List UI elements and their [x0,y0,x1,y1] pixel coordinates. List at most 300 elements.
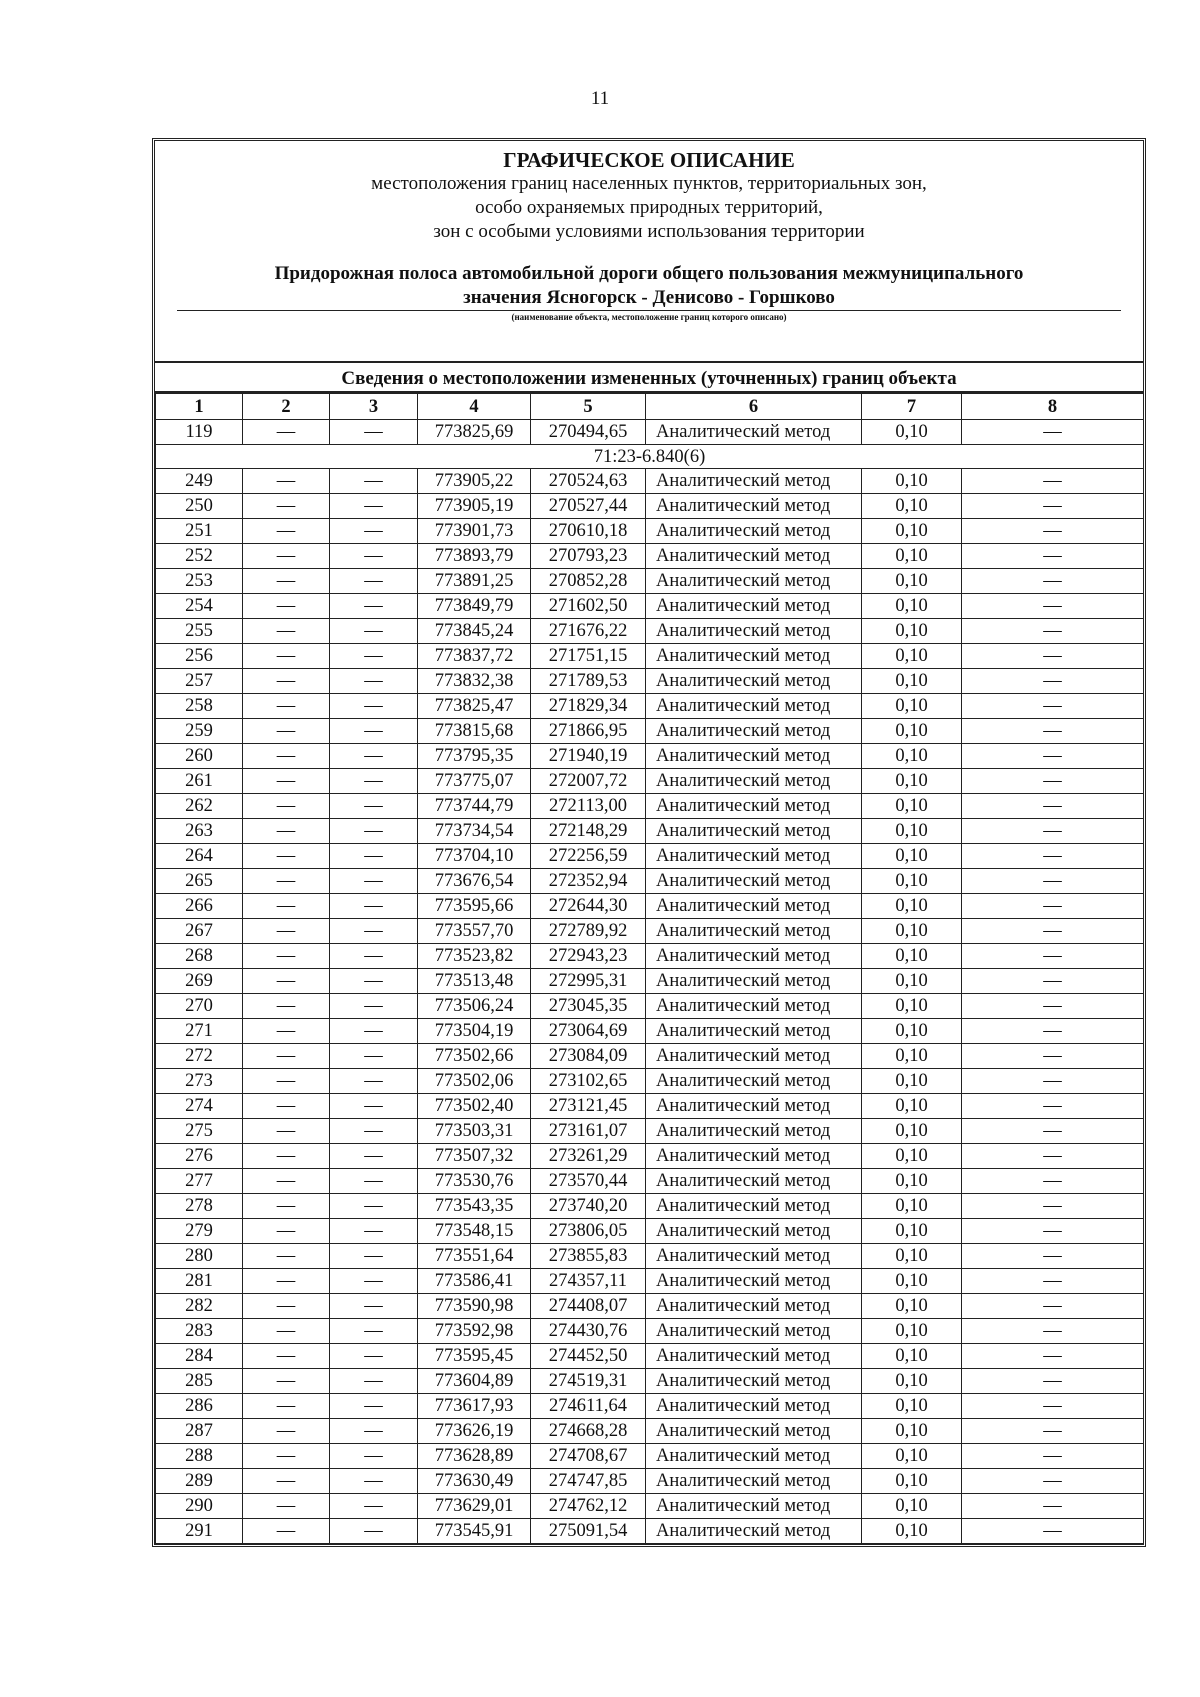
column-header: 8 [962,394,1144,420]
table-row [156,969,1144,994]
accuracy-cell: 0,10 [862,1369,962,1394]
parcel-row [156,445,1144,469]
table-header-row [156,394,1144,420]
table-cell: — [962,1394,1144,1419]
accuracy-cell: 0,10 [862,569,962,594]
coordinate-x: 773891,25 [418,569,531,594]
point-number: 290 [156,1494,243,1519]
accuracy-cell: 0,10 [862,894,962,919]
coordinate-x: 773530,76 [418,1169,531,1194]
table-row [156,944,1144,969]
table-cell: — [962,569,1144,594]
point-number: 257 [156,669,243,694]
column-header: 5 [531,394,646,420]
table-cell: — [243,1219,330,1244]
method-cell: Аналитический метод [646,869,862,894]
table-cell: — [243,494,330,519]
coordinate-y: 270793,23 [531,544,646,569]
coordinate-y: 270527,44 [531,494,646,519]
table-cell: — [962,1444,1144,1469]
table-row [156,569,1144,594]
accuracy-cell: 0,10 [862,469,962,494]
method-cell: Аналитический метод [646,1519,862,1544]
table-cell: — [962,894,1144,919]
method-cell: Аналитический метод [646,1044,862,1069]
coordinate-y: 273806,05 [531,1219,646,1244]
coordinate-x: 773905,19 [418,494,531,519]
method-cell: Аналитический метод [646,1244,862,1269]
method-cell: Аналитический метод [646,469,862,494]
coordinate-y: 273161,07 [531,1119,646,1144]
accuracy-cell: 0,10 [862,1119,962,1144]
point-number: 272 [156,1044,243,1069]
point-number: 281 [156,1269,243,1294]
coordinate-x: 773586,41 [418,1269,531,1294]
table-cell: — [243,594,330,619]
coordinate-y: 272644,30 [531,894,646,919]
table-cell: — [243,1244,330,1269]
coordinate-y: 274519,31 [531,1369,646,1394]
table-cell: — [330,1344,418,1369]
table-cell: — [962,694,1144,719]
point-number: 271 [156,1019,243,1044]
table-row [156,719,1144,744]
coordinate-x: 773795,35 [418,744,531,769]
table-cell: — [962,1494,1144,1519]
coordinate-x: 773845,24 [418,619,531,644]
coordinate-x: 773849,79 [418,594,531,619]
table-row [156,644,1144,669]
accuracy-cell: 0,10 [862,544,962,569]
table-cell: — [962,1119,1144,1144]
accuracy-cell: 0,10 [862,1494,962,1519]
object-name-line2: значения Ясногорск - Денисово - Горшково [463,287,835,308]
table-cell: — [243,1144,330,1169]
table-row [156,594,1144,619]
point-number: 261 [156,769,243,794]
coordinate-y: 271676,22 [531,619,646,644]
table-cell: — [330,469,418,494]
point-number: 289 [156,1469,243,1494]
method-cell: Аналитический метод [646,594,862,619]
table-cell: — [243,1119,330,1144]
table-cell: — [330,819,418,844]
coordinate-y: 271829,34 [531,694,646,719]
table-row [156,1294,1144,1319]
accuracy-cell: 0,10 [862,1344,962,1369]
method-cell: Аналитический метод [646,619,862,644]
table-row [156,420,1144,445]
coordinate-y: 274452,50 [531,1344,646,1369]
coordinate-x: 773825,47 [418,694,531,719]
table-cell: — [243,1369,330,1394]
accuracy-cell: 0,10 [862,1019,962,1044]
table-cell: — [330,420,418,445]
accuracy-cell: 0,10 [862,669,962,694]
table-cell: — [962,944,1144,969]
table-row [156,1344,1144,1369]
table-cell: — [962,869,1144,894]
coordinate-y: 273045,35 [531,994,646,1019]
table-cell: — [962,1244,1144,1269]
table-cell: — [330,1069,418,1094]
table-cell: — [243,1044,330,1069]
table-cell: — [330,594,418,619]
table-cell: — [243,994,330,1019]
point-number: 255 [156,619,243,644]
table-cell: — [243,969,330,994]
document-header [155,141,1143,363]
method-cell: Аналитический метод [646,1319,862,1344]
coordinate-x: 773592,98 [418,1319,531,1344]
table-cell: — [330,769,418,794]
table-cell: — [243,1419,330,1444]
coordinates-table [155,393,1144,1544]
coordinate-y: 273084,09 [531,1044,646,1069]
accuracy-cell: 0,10 [862,769,962,794]
table-row [156,694,1144,719]
accuracy-cell: 0,10 [862,1319,962,1344]
accuracy-cell: 0,10 [862,844,962,869]
coordinate-y: 274708,67 [531,1444,646,1469]
accuracy-cell: 0,10 [862,644,962,669]
table-cell: — [330,1044,418,1069]
coordinate-x: 773503,31 [418,1119,531,1144]
method-cell: Аналитический метод [646,694,862,719]
coordinate-x: 773545,91 [418,1519,531,1544]
table-cell: — [243,469,330,494]
method-cell: Аналитический метод [646,519,862,544]
table-cell: — [243,844,330,869]
table-cell: — [962,1469,1144,1494]
coordinate-x: 773617,93 [418,1394,531,1419]
accuracy-cell: 0,10 [862,919,962,944]
point-number: 278 [156,1194,243,1219]
document-title: ГРАФИЧЕСКОЕ ОПИСАНИЕ [503,148,795,172]
table-row [156,1519,1144,1544]
table-row [156,494,1144,519]
table-cell: — [330,969,418,994]
point-number: 273 [156,1069,243,1094]
subtitle-line: особо охраняемых природных территорий, [475,197,823,218]
table-row [156,1444,1144,1469]
method-cell: Аналитический метод [646,744,862,769]
table-row [156,844,1144,869]
coordinate-x: 773815,68 [418,719,531,744]
table-cell: — [962,1519,1144,1544]
table-cell: — [330,1319,418,1344]
accuracy-cell: 0,10 [862,1269,962,1294]
table-cell: — [330,1144,418,1169]
method-cell: Аналитический метод [646,1194,862,1219]
accuracy-cell: 0,10 [862,1519,962,1544]
method-cell: Аналитический метод [646,1219,862,1244]
method-cell: Аналитический метод [646,420,862,445]
coordinate-x: 773734,54 [418,819,531,844]
coordinate-x: 773905,22 [418,469,531,494]
table-cell: — [962,619,1144,644]
point-number: 251 [156,519,243,544]
column-header: 7 [862,394,962,420]
method-cell: Аналитический метод [646,1419,862,1444]
accuracy-cell: 0,10 [862,619,962,644]
point-number: 250 [156,494,243,519]
coordinate-y: 272148,29 [531,819,646,844]
table-row [156,894,1144,919]
method-cell: Аналитический метод [646,1344,862,1369]
table-cell: — [962,1144,1144,1169]
table-row [156,819,1144,844]
coordinate-y: 272113,00 [531,794,646,819]
method-cell: Аналитический метод [646,1494,862,1519]
accuracy-cell: 0,10 [862,1094,962,1119]
method-cell: Аналитический метод [646,994,862,1019]
accuracy-cell: 0,10 [862,1244,962,1269]
method-cell: Аналитический метод [646,1094,862,1119]
table-row [156,1094,1144,1119]
coordinate-x: 773629,01 [418,1494,531,1519]
table-cell: — [962,644,1144,669]
coordinate-x: 773832,38 [418,669,531,694]
table-cell: — [330,544,418,569]
accuracy-cell: 0,10 [862,969,962,994]
column-header: 4 [418,394,531,420]
table-cell: — [243,944,330,969]
method-cell: Аналитический метод [646,919,862,944]
point-number: 267 [156,919,243,944]
table-cell: — [243,719,330,744]
table-cell: — [330,694,418,719]
method-cell: Аналитический метод [646,569,862,594]
method-cell: Аналитический метод [646,544,862,569]
accuracy-cell: 0,10 [862,869,962,894]
method-cell: Аналитический метод [646,669,862,694]
table-cell: — [330,1419,418,1444]
table-row [156,1144,1144,1169]
coordinate-y: 274408,07 [531,1294,646,1319]
coordinate-y: 272352,94 [531,869,646,894]
table-row [156,1219,1144,1244]
table-cell: — [243,894,330,919]
coordinate-x: 773837,72 [418,644,531,669]
coordinate-x: 773502,40 [418,1094,531,1119]
table-row [156,794,1144,819]
table-row [156,994,1144,1019]
point-number: 285 [156,1369,243,1394]
coordinate-y: 273570,44 [531,1169,646,1194]
coordinate-y: 272943,23 [531,944,646,969]
table-cell: — [962,719,1144,744]
coordinate-x: 773557,70 [418,919,531,944]
method-cell: Аналитический метод [646,644,862,669]
table-cell: — [962,1169,1144,1194]
point-number: 262 [156,794,243,819]
coordinate-x: 773551,64 [418,1244,531,1269]
table-cell: — [243,1069,330,1094]
table-row [156,1044,1144,1069]
coordinate-y: 272256,59 [531,844,646,869]
table-cell: — [243,1469,330,1494]
table-cell: — [962,1269,1144,1294]
table-cell: — [330,669,418,694]
coordinate-x: 773626,19 [418,1419,531,1444]
point-number: 282 [156,1294,243,1319]
table-row [156,1469,1144,1494]
coordinate-y: 275091,54 [531,1519,646,1544]
table-row [156,469,1144,494]
table-cell: — [330,744,418,769]
table-cell: — [330,1094,418,1119]
table-row [156,869,1144,894]
table-cell: — [962,420,1144,445]
coordinate-y: 271866,95 [531,719,646,744]
table-cell: — [962,844,1144,869]
coordinate-y: 274762,12 [531,1494,646,1519]
coordinate-y: 270524,63 [531,469,646,494]
method-cell: Аналитический метод [646,1169,862,1194]
table-row [156,519,1144,544]
table-cell: — [243,420,330,445]
table-cell: — [330,1019,418,1044]
method-cell: Аналитический метод [646,894,862,919]
table-row [156,1269,1144,1294]
accuracy-cell: 0,10 [862,1419,962,1444]
accuracy-cell: 0,10 [862,1469,962,1494]
coordinate-x: 773548,15 [418,1219,531,1244]
table-cell: — [330,644,418,669]
point-number: 276 [156,1144,243,1169]
coordinate-y: 271602,50 [531,594,646,619]
table-cell: — [330,844,418,869]
table-cell: — [243,544,330,569]
coordinate-y: 274611,64 [531,1394,646,1419]
method-cell: Аналитический метод [646,1294,862,1319]
point-number: 265 [156,869,243,894]
coordinate-x: 773523,82 [418,944,531,969]
table-cell: — [243,794,330,819]
coordinate-x: 773513,48 [418,969,531,994]
point-number: 286 [156,1394,243,1419]
coordinate-x: 773595,45 [418,1344,531,1369]
table-cell: — [330,794,418,819]
table-cell: — [962,1069,1144,1094]
coordinate-x: 773825,69 [418,420,531,445]
point-number: 268 [156,944,243,969]
coordinate-x: 773893,79 [418,544,531,569]
point-number: 263 [156,819,243,844]
point-number: 253 [156,569,243,594]
point-number: 291 [156,1519,243,1544]
table-cell: — [330,1369,418,1394]
table-cell: — [962,819,1144,844]
table-cell: — [330,894,418,919]
table-row [156,744,1144,769]
accuracy-cell: 0,10 [862,944,962,969]
table-row [156,1019,1144,1044]
column-header: 6 [646,394,862,420]
coordinate-y: 270852,28 [531,569,646,594]
page-number: 11 [590,88,610,109]
coordinate-x: 773704,10 [418,844,531,869]
table-cell: — [962,469,1144,494]
method-cell: Аналитический метод [646,1019,862,1044]
table-row [156,1369,1144,1394]
table-cell: — [330,1194,418,1219]
point-number: 252 [156,544,243,569]
table-cell: — [243,1344,330,1369]
table-cell: — [330,944,418,969]
table-cell: — [962,1094,1144,1119]
point-number: 274 [156,1094,243,1119]
accuracy-cell: 0,10 [862,744,962,769]
subtitle-line: местоположения границ населенных пунктов, территориальных зон, [371,173,927,194]
table-cell: — [243,744,330,769]
table-row [156,1069,1144,1094]
table-cell: — [330,1219,418,1244]
object-name-line1: Придорожная полоса автомобильной дороги общего пользования межмуниципального [274,263,1024,284]
table-cell: — [243,1394,330,1419]
method-cell: Аналитический метод [646,819,862,844]
accuracy-cell: 0,10 [862,1294,962,1319]
method-cell: Аналитический метод [646,844,862,869]
coordinate-y: 274668,28 [531,1419,646,1444]
table-cell: — [243,1019,330,1044]
method-cell: Аналитический метод [646,1469,862,1494]
table-cell: — [962,1019,1144,1044]
point-number: 277 [156,1169,243,1194]
coordinate-y: 270494,65 [531,420,646,445]
table-cell: — [330,1269,418,1294]
method-cell: Аналитический метод [646,1119,862,1144]
table-cell: — [243,619,330,644]
table-cell: — [330,519,418,544]
point-number: 249 [156,469,243,494]
table-cell: — [962,744,1144,769]
table-cell: — [243,1319,330,1344]
method-cell: Аналитический метод [646,494,862,519]
column-header: 1 [156,394,243,420]
coordinate-x: 773506,24 [418,994,531,1019]
table-cell: — [330,494,418,519]
table-cell: — [962,994,1144,1019]
point-number: 275 [156,1119,243,1144]
table-cell: — [243,1269,330,1294]
table-cell: — [243,669,330,694]
table-cell: — [330,1244,418,1269]
table-cell: — [330,869,418,894]
section-title: Сведения о местоположении измененных (уточненных) границ объекта [155,363,1143,393]
table-cell: — [330,719,418,744]
table-row [156,544,1144,569]
accuracy-cell: 0,10 [862,494,962,519]
table-cell: — [962,1294,1144,1319]
table-row [156,1494,1144,1519]
table-cell: — [330,1494,418,1519]
accuracy-cell: 0,10 [862,1194,962,1219]
table-row [156,1319,1144,1344]
accuracy-cell: 0,10 [862,1394,962,1419]
table-row [156,1419,1144,1444]
table-cell: — [962,519,1144,544]
coordinate-y: 271789,53 [531,669,646,694]
point-number: 280 [156,1244,243,1269]
accuracy-cell: 0,10 [862,1144,962,1169]
method-cell: Аналитический метод [646,1144,862,1169]
coordinate-y: 273064,69 [531,1019,646,1044]
table-cell: — [243,869,330,894]
coordinate-y: 271751,15 [531,644,646,669]
point-number: 259 [156,719,243,744]
